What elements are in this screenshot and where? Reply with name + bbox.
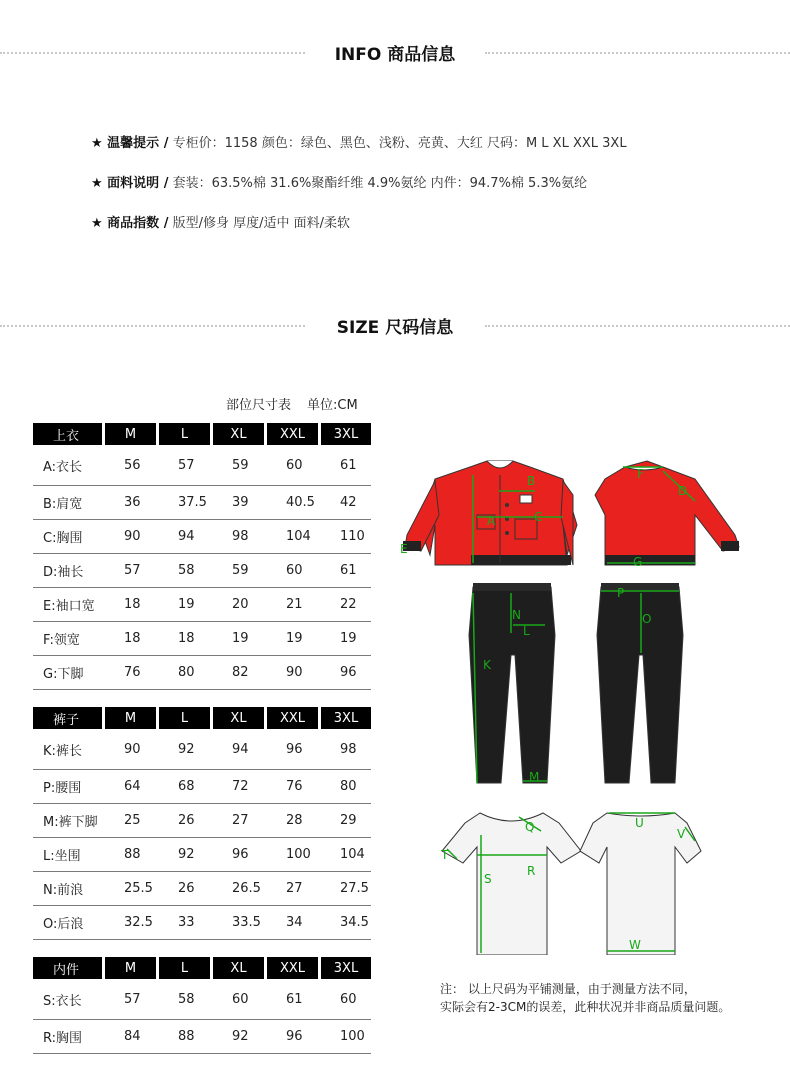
size-value: 42 <box>321 486 371 520</box>
size-value: 58 <box>159 554 213 588</box>
size-header-l: L <box>159 707 213 729</box>
size-value: 26.5 <box>213 872 267 906</box>
size-value: 27.5 <box>321 872 371 906</box>
size-value: 96 <box>213 838 267 872</box>
size-value: 76 <box>105 656 159 690</box>
size-value: 28 <box>267 804 321 838</box>
label-A: A <box>487 514 496 528</box>
size-value: 96 <box>267 1020 321 1054</box>
label-G: G <box>633 555 643 569</box>
size-header-xxl: XXL <box>267 957 321 979</box>
size-value: 80 <box>321 770 371 804</box>
size-header-xxl: XXL <box>267 707 321 729</box>
size-value: 25.5 <box>105 872 159 906</box>
size-value: 18 <box>105 588 159 622</box>
pants-front-waistband <box>473 583 551 591</box>
size-value: 33.5 <box>213 906 267 940</box>
row-label: C:胸围 <box>33 520 105 554</box>
pants-back-waistband <box>601 583 679 591</box>
table-category-header: 上衣 <box>33 423 105 445</box>
size-value: 57 <box>105 979 159 1020</box>
jacket-front-illustration <box>403 461 577 565</box>
size-header-l: L <box>159 957 213 979</box>
size-value: 88 <box>159 1020 213 1054</box>
size-value: 60 <box>267 554 321 588</box>
info-line-index <box>91 212 350 231</box>
size-value: 18 <box>105 622 159 656</box>
size-value: 56 <box>105 445 159 486</box>
info-section-title: INFO 商品信息 <box>334 45 456 65</box>
divider-dots-left <box>0 52 305 54</box>
size-value: 92 <box>159 838 213 872</box>
size-section-header <box>0 311 790 341</box>
label-S: S <box>484 872 492 886</box>
table-row <box>33 906 371 940</box>
row-label: D:袖长 <box>33 554 105 588</box>
row-label: N:前浪 <box>33 872 105 906</box>
size-value: 110 <box>321 520 371 554</box>
label-R: R <box>527 864 536 878</box>
table-row <box>33 770 371 804</box>
label-N: N <box>512 608 521 622</box>
size-value: 26 <box>159 804 213 838</box>
table-row <box>33 1020 371 1054</box>
info-section-header <box>0 38 790 68</box>
label-Q: Q <box>525 820 535 834</box>
size-value: 60 <box>213 979 267 1020</box>
size-value: 27 <box>267 872 321 906</box>
table-row <box>33 838 371 872</box>
row-label: F:领宽 <box>33 622 105 656</box>
size-value: 92 <box>159 729 213 770</box>
info-value: 版型/修身 厚度/适中 面料/柔软 <box>168 216 351 231</box>
size-value: 58 <box>159 979 213 1020</box>
size-value: 36 <box>105 486 159 520</box>
divider-dots-right <box>485 52 790 54</box>
size-value: 90 <box>267 656 321 690</box>
size-value: 96 <box>267 729 321 770</box>
label-F: F <box>637 467 644 481</box>
divider-dots-left <box>0 325 305 327</box>
table-category-header: 内件 <box>33 957 105 979</box>
size-value: 76 <box>267 770 321 804</box>
row-label: L:坐围 <box>33 838 105 872</box>
table-row <box>33 872 371 906</box>
measurement-note <box>440 980 730 1016</box>
size-header-xl: XL <box>213 957 267 979</box>
row-label: S:衣长 <box>33 979 105 1020</box>
size-value: 57 <box>159 445 213 486</box>
caption-unit: 单位:CM <box>307 398 358 413</box>
size-value: 59 <box>213 445 267 486</box>
label-V: V <box>677 827 686 841</box>
size-table-top <box>33 423 371 690</box>
info-line-tips <box>91 132 627 151</box>
label-E: E <box>400 542 408 556</box>
info-key: ★ 商品指数 / <box>91 216 169 231</box>
note-line-1: 注： 以上尺码为平铺测量，由于测量方法不同， <box>440 982 696 996</box>
info-value: 专柜价：1158 颜色：绿色、黑色、浅粉、亮黄、大红 尺码：M L XL XXL 3XL <box>168 136 627 151</box>
size-value: 98 <box>213 520 267 554</box>
size-header-m: M <box>105 957 159 979</box>
size-value: 22 <box>321 588 371 622</box>
tee-front-illustration <box>442 813 581 955</box>
size-value: 26 <box>159 872 213 906</box>
label-O: O <box>642 612 652 626</box>
caption-title: 部位尺寸表 <box>226 398 292 413</box>
label-C: C <box>534 510 543 524</box>
size-value: 29 <box>321 804 371 838</box>
label-B: B <box>527 474 536 488</box>
size-value: 96 <box>321 656 371 690</box>
row-label: A:衣长 <box>33 445 105 486</box>
pants-back-illustration <box>597 587 683 783</box>
size-header-3xl: 3XL <box>321 707 371 729</box>
row-label: M:裤下脚 <box>33 804 105 838</box>
label-U: U <box>635 816 644 830</box>
size-value: 19 <box>321 622 371 656</box>
table-row <box>33 656 371 690</box>
table-row <box>33 804 371 838</box>
label-P: P <box>617 586 625 600</box>
info-value: 套装：63.5%棉 31.6%聚酯纤维 4.9%氨纶 内件：94.7%棉 5.3%氨纶 <box>168 176 588 191</box>
size-header-xl: XL <box>213 423 267 445</box>
table-row <box>33 729 371 770</box>
size-value: 57 <box>105 554 159 588</box>
label-W: W <box>629 938 641 952</box>
divider-dots-right <box>485 325 790 327</box>
size-value: 39 <box>213 486 267 520</box>
table-header-row <box>33 423 371 445</box>
row-label: R:胸围 <box>33 1020 105 1054</box>
row-label: E:袖口宽 <box>33 588 105 622</box>
size-table-inner <box>33 957 371 1054</box>
size-value: 100 <box>267 838 321 872</box>
size-value: 19 <box>213 622 267 656</box>
size-value: 84 <box>105 1020 159 1054</box>
info-line-fabric <box>91 172 587 191</box>
size-table-caption <box>226 394 358 413</box>
size-value: 19 <box>159 588 213 622</box>
size-value: 37.5 <box>159 486 213 520</box>
size-value: 100 <box>321 1020 371 1054</box>
size-value: 33 <box>159 906 213 940</box>
table-header-row <box>33 707 371 729</box>
size-value: 34 <box>267 906 321 940</box>
size-value: 72 <box>213 770 267 804</box>
size-value: 80 <box>159 656 213 690</box>
size-value: 60 <box>321 979 371 1020</box>
size-header-l: L <box>159 423 213 445</box>
size-value: 21 <box>267 588 321 622</box>
size-value: 61 <box>267 979 321 1020</box>
row-label: O:后浪 <box>33 906 105 940</box>
size-header-m: M <box>105 423 159 445</box>
table-row <box>33 445 371 486</box>
table-row <box>33 520 371 554</box>
size-header-xl: XL <box>213 707 267 729</box>
size-header-3xl: 3XL <box>321 423 371 445</box>
size-value: 104 <box>267 520 321 554</box>
size-value: 92 <box>213 1020 267 1054</box>
size-value: 90 <box>105 520 159 554</box>
label-K: K <box>483 658 491 672</box>
table-category-header: 裤子 <box>33 707 105 729</box>
row-label: G:下脚 <box>33 656 105 690</box>
size-value: 40.5 <box>267 486 321 520</box>
size-value: 68 <box>159 770 213 804</box>
size-value: 90 <box>105 729 159 770</box>
size-value: 64 <box>105 770 159 804</box>
info-key: ★ 面料说明 / <box>91 176 169 191</box>
jacket-back-illustration <box>595 461 739 565</box>
size-value: 32.5 <box>105 906 159 940</box>
size-value: 104 <box>321 838 371 872</box>
table-row <box>33 979 371 1020</box>
size-value: 59 <box>213 554 267 588</box>
size-header-m: M <box>105 707 159 729</box>
size-value: 34.5 <box>321 906 371 940</box>
size-value: 20 <box>213 588 267 622</box>
label-M: M <box>529 770 540 784</box>
size-section-title: SIZE 尺码信息 <box>336 318 454 338</box>
row-label: K:裤长 <box>33 729 105 770</box>
size-value: 25 <box>105 804 159 838</box>
label-T: T <box>441 848 449 862</box>
info-key: ★ 温馨提示 / <box>91 136 169 151</box>
size-value: 88 <box>105 838 159 872</box>
size-value: 98 <box>321 729 371 770</box>
table-row <box>33 588 371 622</box>
size-table-pants <box>33 707 371 940</box>
size-header-xxl: XXL <box>267 423 321 445</box>
size-value: 27 <box>213 804 267 838</box>
label-L: L <box>523 624 530 638</box>
table-row <box>33 622 371 656</box>
size-value: 61 <box>321 554 371 588</box>
note-line-2: 实际会有2-3CM的误差，此种状况并非商品质量问题。 <box>440 1000 731 1014</box>
table-row <box>33 554 371 588</box>
row-label: B:肩宽 <box>33 486 105 520</box>
row-label: P:腰围 <box>33 770 105 804</box>
size-value: 61 <box>321 445 371 486</box>
size-value: 19 <box>267 622 321 656</box>
size-value: 60 <box>267 445 321 486</box>
size-value: 94 <box>213 729 267 770</box>
size-value: 82 <box>213 656 267 690</box>
garment-measurement-diagram <box>395 455 770 955</box>
size-value: 18 <box>159 622 213 656</box>
size-header-3xl: 3XL <box>321 957 371 979</box>
label-D: D <box>678 484 688 498</box>
table-row <box>33 486 371 520</box>
table-header-row <box>33 957 371 979</box>
size-value: 94 <box>159 520 213 554</box>
